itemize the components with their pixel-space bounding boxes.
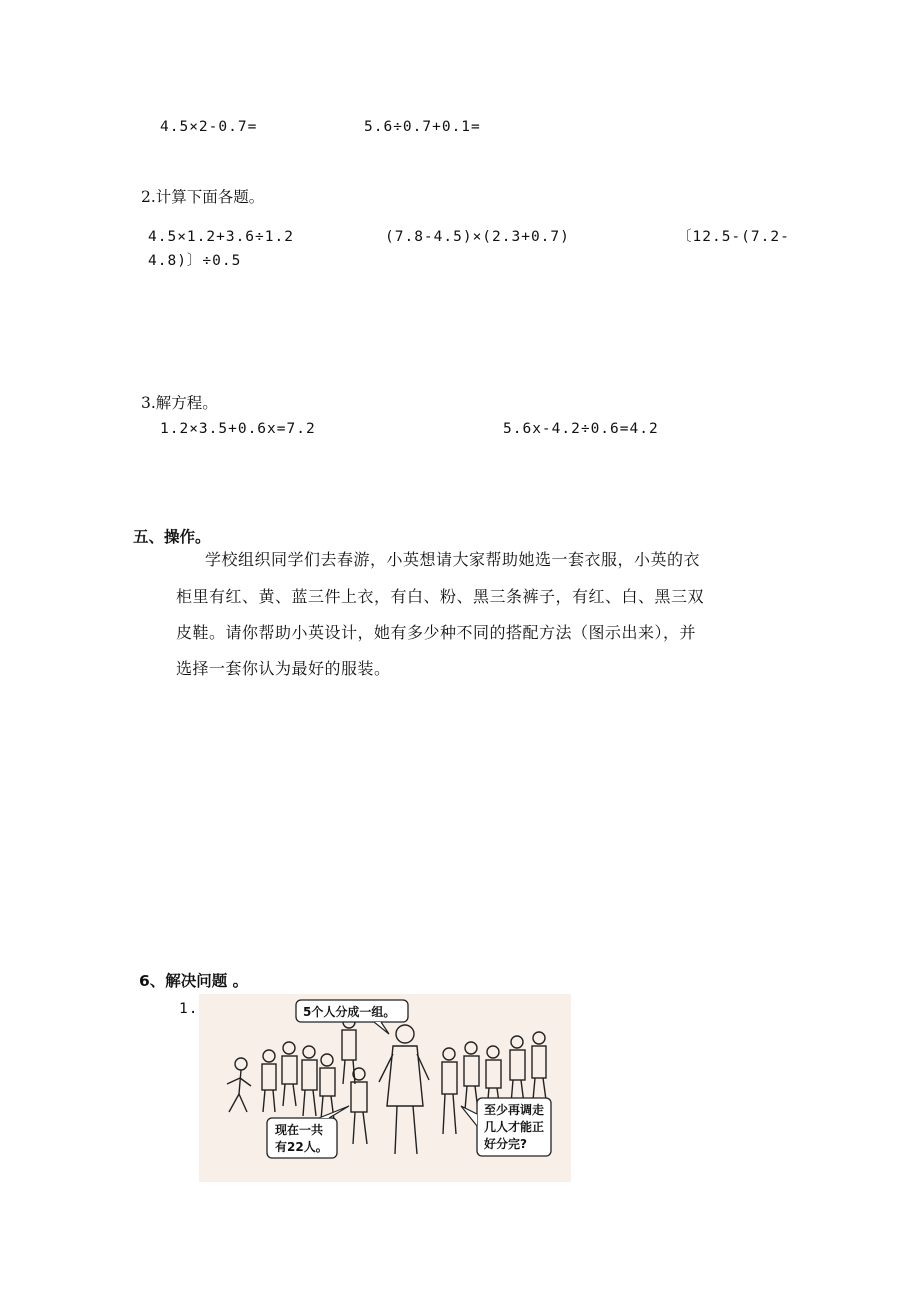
students-drawing (199, 994, 571, 1182)
calc-expression-c-line1: 〔12.5-(7.2- (677, 229, 790, 245)
calc-expression-a: 4.5×1.2+3.6÷1.2 (148, 229, 294, 245)
equation-a: 1.2×3.5+0.6x=7.2 (160, 421, 316, 437)
bubble-right-line2: 几人才能正 (484, 1120, 545, 1134)
child-figure (351, 1068, 367, 1144)
section-2-heading: 2.计算下面各题。 (141, 188, 265, 206)
paragraph-line: 柜里有红、黄、蓝三件上衣，有白、粉、黑三条裤子，有红、白、黑三双 (176, 587, 705, 606)
child-figure (320, 1054, 335, 1120)
child-figure (282, 1042, 297, 1106)
bubble-top-text: 5个人分成一组。 (303, 1005, 396, 1019)
teacher-figure (379, 1025, 429, 1154)
child-figure (342, 1016, 356, 1084)
bubble-right-line1: 至少再调走 (484, 1103, 545, 1117)
child-figure (227, 1058, 251, 1112)
calc-expression-b: (7.8-4.5)×(2.3+0.7) (385, 229, 570, 245)
child-figure (510, 1036, 525, 1104)
section-3-heading: 3.解方程。 (141, 394, 218, 412)
expression-b: 5.6÷0.7+0.1= (364, 119, 481, 135)
paragraph-line: 学校组织同学们去春游，小英想请大家帮助她选一套衣服，小英的衣 (205, 550, 701, 569)
paragraph-line: 皮鞋。请你帮助小英设计，她有多少种不同的搭配方法（图示出来），并 (176, 623, 697, 642)
child-figure (302, 1046, 317, 1116)
expression-a: 4.5×2-0.7= (160, 119, 258, 135)
calc-expression-c-line2: 4.8)〕÷0.5 (148, 253, 242, 269)
section-6-heading: 6、解决问题 。 (139, 972, 249, 990)
speech-bubble-top (296, 1000, 408, 1034)
speech-bubble-left (267, 1106, 349, 1158)
students-illustration (199, 994, 571, 1182)
child-figure (464, 1042, 479, 1110)
child-figure (442, 1048, 457, 1134)
speech-bubble-right (461, 1098, 551, 1156)
bubble-right-line3: 好分完? (484, 1137, 527, 1151)
equation-b: 5.6x-4.2÷0.6=4.2 (503, 421, 659, 437)
section-5-heading: 五、操作。 (133, 528, 211, 546)
problem-number: 1. (179, 1001, 199, 1017)
child-figure (532, 1032, 546, 1100)
paragraph-line: 选择一套你认为最好的服装。 (176, 659, 391, 678)
bubble-left-line1: 现在一共 (275, 1123, 324, 1137)
bubble-left-line2: 有22人。 (275, 1140, 328, 1154)
child-figure (262, 1050, 276, 1112)
